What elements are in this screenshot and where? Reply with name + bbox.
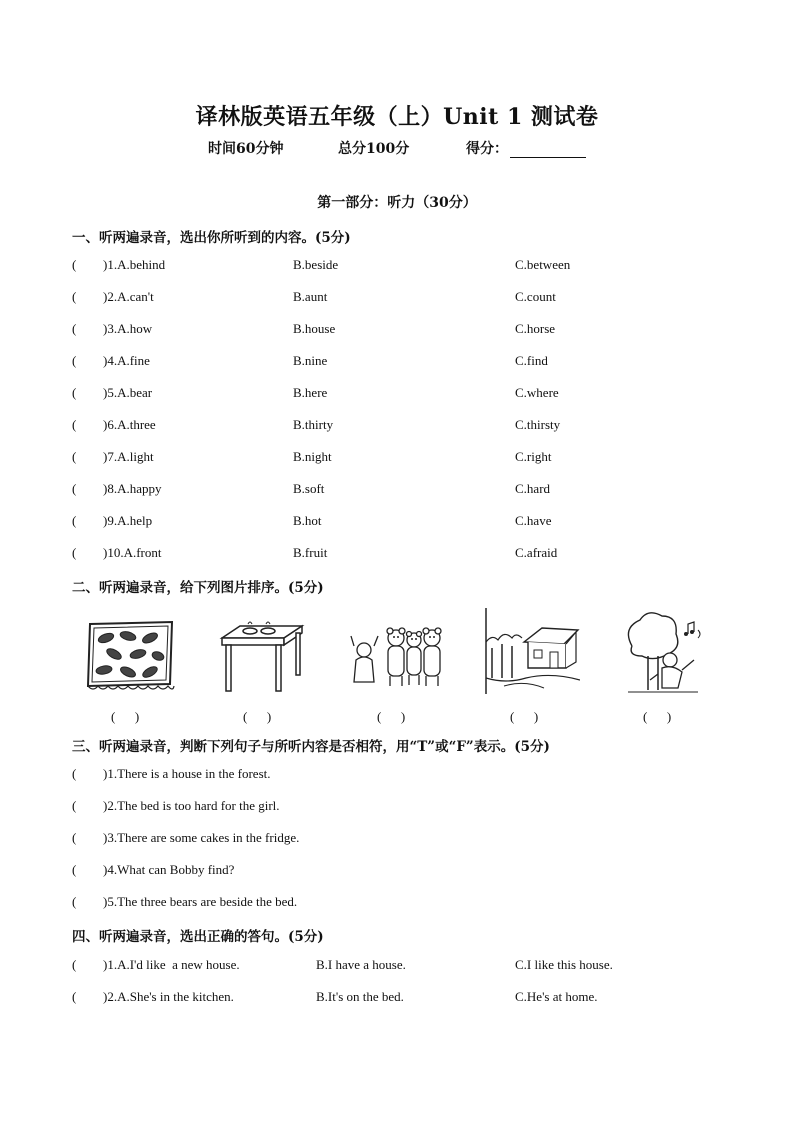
answer-paren[interactable]: ( [72, 353, 77, 368]
answer-paren[interactable]: ( [72, 481, 77, 496]
statement: )1.There is a house in the forest. [103, 766, 271, 781]
score-field [466, 138, 586, 158]
list-item [0, 957, 794, 989]
answer-paren[interactable]: ( [72, 862, 77, 877]
list-item [0, 513, 794, 545]
answer-paren[interactable]: ( [72, 513, 77, 528]
score-blank[interactable] [510, 143, 586, 158]
part-heading: 第一部分：听力（30分） [317, 195, 477, 211]
option-c: C.where [515, 385, 559, 400]
answer-paren[interactable]: ( [72, 289, 77, 304]
option-a: )3.A.how [103, 321, 153, 336]
three-bears-icon [350, 620, 446, 692]
statement: )4.What can Bobby find? [103, 862, 235, 877]
list-item [0, 385, 794, 417]
option-c: C.find [515, 353, 548, 368]
option-a: )9.A.help [103, 513, 153, 528]
list-item [0, 353, 794, 385]
stove-table-icon [218, 616, 306, 694]
option-b: B.beside [293, 257, 339, 272]
picture-answer-paren[interactable]: ( ) [643, 709, 672, 724]
house-in-forest-icon [484, 608, 580, 694]
answer-paren[interactable]: ( [72, 989, 77, 1004]
option-c: C.right [515, 449, 552, 464]
option-b: B.soft [293, 481, 325, 496]
option-a: )5.A.bear [103, 385, 153, 400]
statement: )2.The bed is too hard for the girl. [103, 798, 280, 813]
list-item [0, 321, 794, 353]
list-item [0, 894, 794, 926]
section4-list [0, 957, 794, 1021]
section-heading: 二、听两遍录音，给下列图片排序。(5分) [72, 580, 324, 596]
total-score: 总分100分 [338, 141, 410, 157]
picture-answer-paren[interactable]: ( ) [510, 709, 539, 724]
option-a: )8.A.happy [103, 481, 162, 496]
option-a: )6.A.three [103, 417, 156, 432]
list-item [0, 798, 794, 830]
option-a: )1.A.behind [103, 257, 166, 272]
list-item [0, 989, 794, 1021]
option-c: C.hard [515, 481, 551, 496]
girl-by-tree-icon [618, 610, 706, 694]
option-b: B.fruit [293, 545, 328, 560]
statement: )3.There are some cakes in the fridge. [103, 830, 300, 845]
option-a: )10.A.front [103, 545, 162, 560]
picture-answer-paren[interactable]: ( ) [377, 709, 406, 724]
statement: )5.The three bears are beside the bed. [103, 894, 298, 909]
option-c: C.He's at home. [515, 989, 598, 1004]
section-heading: 三、听两遍录音，判断下列句子与所听内容是否相符，用“T”或“F”表示。(5分) [72, 739, 550, 755]
list-item [0, 417, 794, 449]
time-limit: 时间60分钟 [208, 141, 284, 157]
option-c: C.afraid [515, 545, 558, 560]
option-a: )4.A.fine [103, 353, 150, 368]
option-b: B.thirty [293, 417, 334, 432]
list-item [0, 289, 794, 321]
answer-paren[interactable]: ( [72, 957, 77, 972]
page-title: 译林版英语五年级（上）Unit 1 测试卷 [195, 104, 599, 130]
section1-list [0, 257, 794, 577]
picture-answer-paren[interactable]: ( ) [111, 709, 140, 724]
answer-paren[interactable]: ( [72, 894, 77, 909]
list-item [0, 257, 794, 289]
picture-answer-paren[interactable]: ( ) [243, 709, 272, 724]
answer-paren[interactable]: ( [72, 830, 77, 845]
option-c: C.I like this house. [515, 957, 613, 972]
list-item [0, 862, 794, 894]
answer-paren[interactable]: ( [72, 321, 77, 336]
option-c: C.count [515, 289, 556, 304]
list-item [0, 830, 794, 862]
option-c: C.have [515, 513, 552, 528]
option-a: )2.A.can't [103, 289, 154, 304]
answer-paren[interactable]: ( [72, 798, 77, 813]
list-item [0, 766, 794, 798]
option-b: B.night [293, 449, 332, 464]
answer-paren[interactable]: ( [72, 417, 77, 432]
section3-list [0, 766, 794, 926]
option-c: C.horse [515, 321, 556, 336]
option-b: B.nine [293, 353, 328, 368]
section-heading: 四、听两遍录音，选出正确的答句。(5分) [72, 929, 324, 945]
answer-paren[interactable]: ( [72, 766, 77, 781]
option-c: C.thirsty [515, 417, 561, 432]
list-item [0, 449, 794, 481]
answer-paren[interactable]: ( [72, 257, 77, 272]
option-a: )1.A.I'd like a new house. [103, 957, 240, 972]
option-b: B.I have a house. [316, 957, 406, 972]
answer-paren[interactable]: ( [72, 385, 77, 400]
option-b: B.It's on the bed. [316, 989, 404, 1004]
score-label: 得分： [466, 141, 508, 157]
cakes-on-tray-icon [84, 618, 176, 694]
list-item [0, 545, 794, 577]
answer-paren[interactable]: ( [72, 545, 77, 560]
section-heading: 一、听两遍录音，选出你所听到的内容。(5分) [72, 230, 351, 246]
answer-paren[interactable]: ( [72, 449, 77, 464]
option-b: B.house [293, 321, 336, 336]
list-item [0, 481, 794, 513]
option-a: )2.A.She's in the kitchen. [103, 989, 234, 1004]
option-a: )7.A.light [103, 449, 154, 464]
option-c: C.between [515, 257, 571, 272]
option-b: B.aunt [293, 289, 328, 304]
option-b: B.hot [293, 513, 322, 528]
option-b: B.here [293, 385, 328, 400]
